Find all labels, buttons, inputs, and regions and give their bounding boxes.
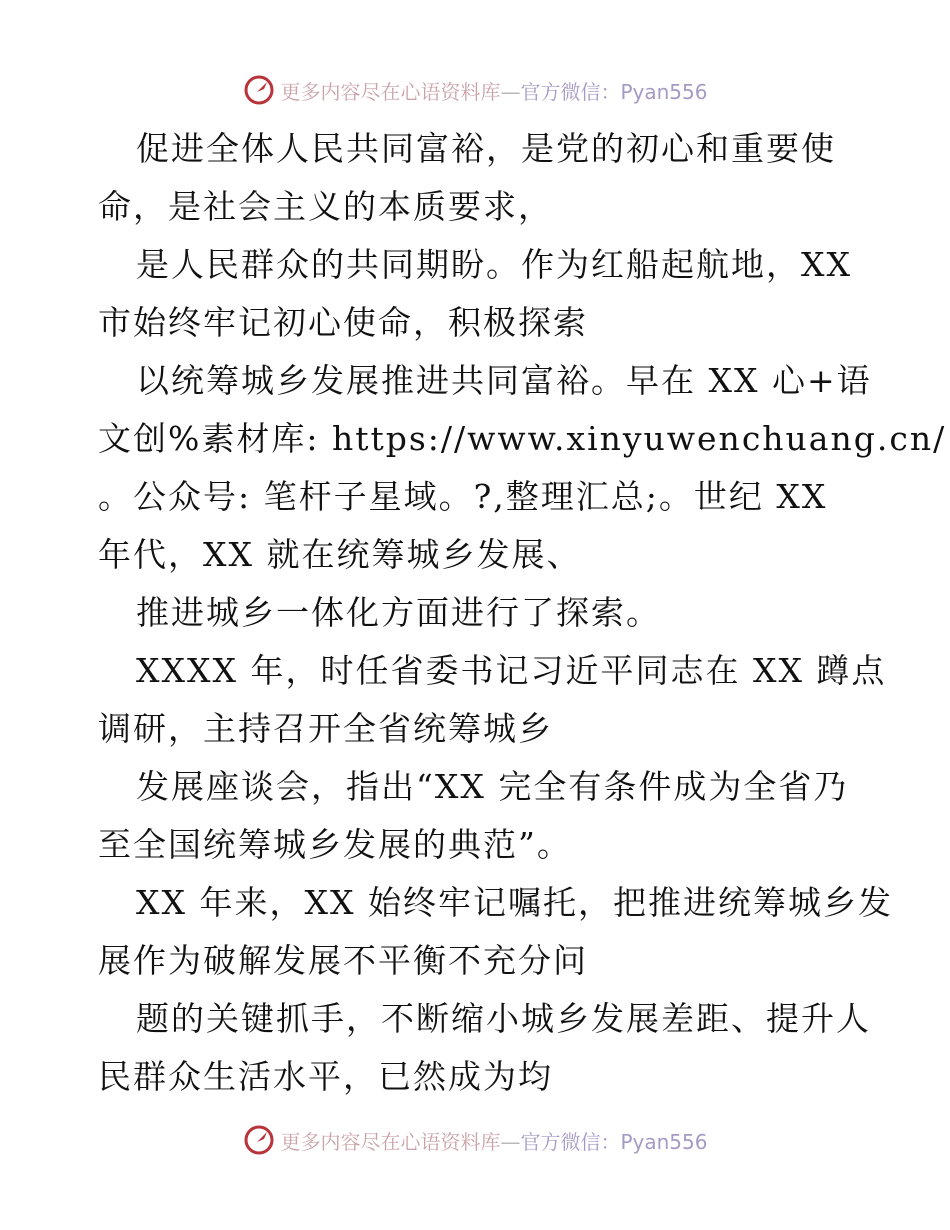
text-line: 调研，主持召开全省统筹城乡 bbox=[98, 709, 553, 748]
text-line: 。公众号: 笔杆子星域。?,整理汇总;。世纪 XX bbox=[98, 477, 828, 516]
footer-banner bbox=[0, 1120, 950, 1160]
text-line: 发展座谈会，指出“XX 完全有条件成为全省乃 bbox=[136, 767, 849, 806]
text-line: 文创%素材库: https://www.xinyuwenchuang.cn/ bbox=[98, 419, 947, 458]
text-line: 民群众生活水平，已然成为均 bbox=[98, 1057, 553, 1096]
document-body bbox=[98, 120, 947, 1106]
banner-wechat: 官方微信：Pyan556 bbox=[520, 1129, 708, 1154]
banner-dash: — bbox=[500, 79, 521, 104]
text-line: 至全国统筹城乡发展的典范”。 bbox=[98, 825, 572, 864]
text-line: XXXX 年，时任省委书记习近平同志在 XX 蹲点 bbox=[136, 651, 887, 690]
banner-wechat: 官方微信：Pyan556 bbox=[520, 79, 708, 104]
text-line: 推进城乡一体化方面进行了探索。 bbox=[136, 593, 661, 632]
feather-pen-logo-icon bbox=[242, 1123, 276, 1157]
text-line: 展作为破解发展不平衡不充分问 bbox=[98, 941, 588, 980]
banner-text bbox=[280, 1126, 707, 1155]
text-line: 年代，XX 就在统筹城乡发展、 bbox=[98, 535, 582, 574]
text-line: 命，是社会主义的本质要求， bbox=[98, 187, 553, 226]
text-line: 题的关键抓手，不断缩小城乡发展差距、提升人 bbox=[136, 999, 871, 1038]
text-line: 促进全体人民共同富裕，是党的初心和重要使 bbox=[136, 129, 836, 168]
banner-text-main: 更多内容尽在心语资料库 bbox=[280, 79, 501, 104]
banner-text-main: 更多内容尽在心语资料库 bbox=[280, 1129, 501, 1154]
text-line: 是人民群众的共同期盼。作为红船起航地，XX bbox=[136, 245, 852, 284]
banner-text bbox=[280, 76, 707, 105]
text-line: 以统筹城乡发展推进共同富裕。早在 XX 心+语 bbox=[136, 361, 872, 400]
feather-pen-logo-icon bbox=[242, 73, 276, 107]
text-line: 市始终牢记初心使命，积极探索 bbox=[98, 303, 588, 342]
header-banner bbox=[0, 70, 950, 110]
text-line: XX 年来，XX 始终牢记嘱托，把推进统筹城乡发 bbox=[136, 883, 893, 922]
banner-dash: — bbox=[500, 1129, 521, 1154]
